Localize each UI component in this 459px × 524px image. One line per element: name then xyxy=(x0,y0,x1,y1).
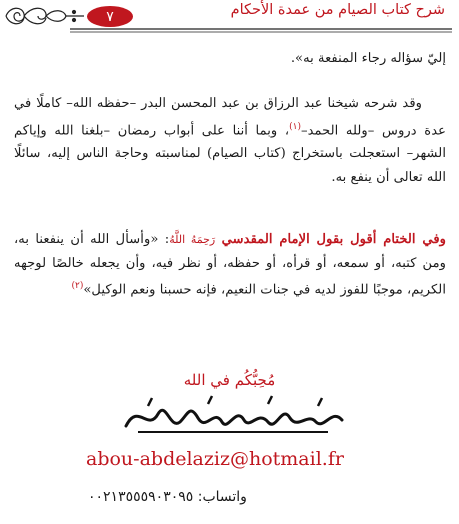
honorific: رَحِمَهُ اللَّهُ xyxy=(169,233,216,246)
paragraph-3 xyxy=(14,228,446,302)
footnote-ref-1: (١) xyxy=(289,121,301,132)
page-header xyxy=(0,0,459,36)
paragraph-3-lead: وفي الختام أقول بقول الإمام المقدسي xyxy=(221,232,447,247)
header-title: شرح كتاب الصيام من عمدة الأحكام xyxy=(230,2,445,18)
signature-image xyxy=(118,392,348,446)
whatsapp-label: واتساب: xyxy=(197,489,247,505)
paragraph-3-quote: : «وأسأل الله أن ينفعنا به، ومن كتبه، أو سمعه، أو قرأه، أو حفظه، أو نظر فيه، وأن يجعله خالصًا لوجهه الكريم، موجبًا للفوز لديه في جنات النعيم، فإنه حسبنا ونعم الوكيل» xyxy=(14,232,446,298)
paragraph-1: إليّ سؤاله رجاء المنفعة به». xyxy=(290,51,446,66)
paragraph-2-text-a: وقد شرحه شيخنا عبد الرزاق بن عبد المحسن البدر –حفظه الله– كاملًا في عدة دروس –ولله الحمد– xyxy=(14,96,446,138)
paragraph-2 xyxy=(14,92,446,189)
whatsapp-number: ٠٠٢١٣٥٥٥٩٠٣٠٩٥ xyxy=(88,489,194,505)
email-address[interactable]: abou-abdelaziz@hotmail.fr xyxy=(86,448,344,470)
whatsapp-contact xyxy=(88,489,247,505)
closing-greeting: مُحِبُّكُم في الله xyxy=(183,371,276,389)
ornament-icon xyxy=(6,8,84,24)
paragraph-2-text-b: ، وبما أننا على أبواب رمضان –بلغنا الله وإياكم الشهر– استعجلت باستخراج (كتاب الصيام) لمناسبته وحاجة الناس إليه، سائلًا الله تعالى أن ينفع به. xyxy=(14,122,446,185)
footnote-ref-2: (٢) xyxy=(71,281,84,291)
page-number-badge: ٧ xyxy=(87,6,133,27)
